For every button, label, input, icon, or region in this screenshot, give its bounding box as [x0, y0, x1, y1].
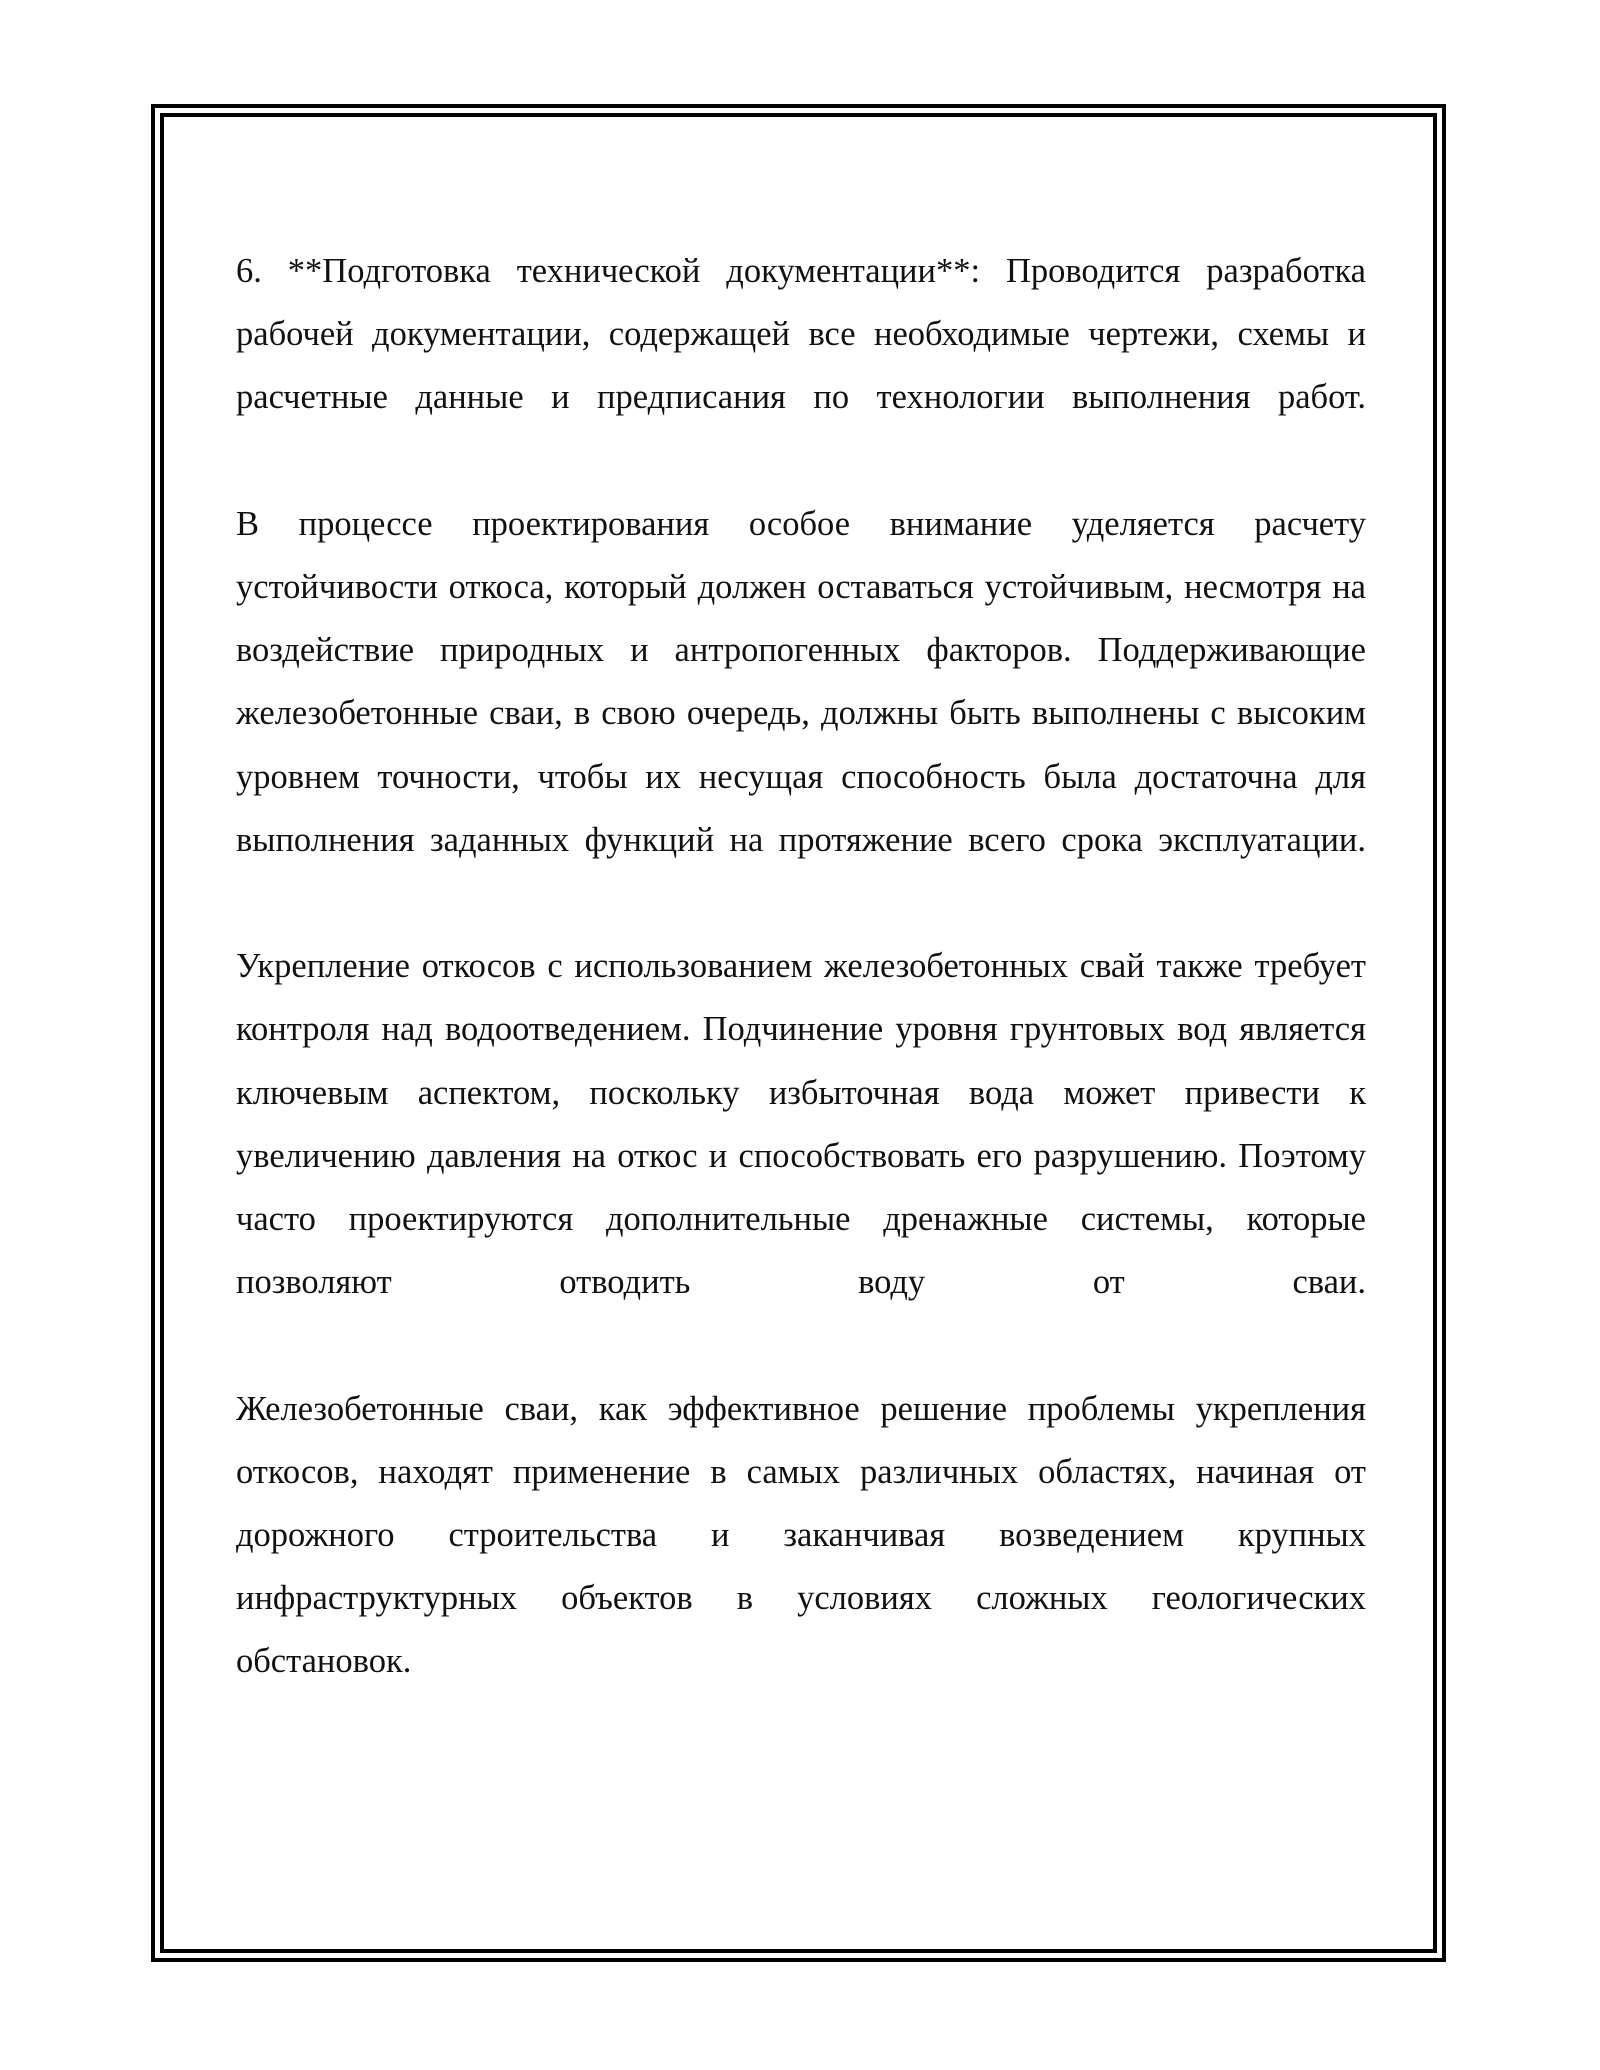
paragraph-slope-stability: В процессе проектирования особое внимание уделяется расчету устойчивости откоса, который должен оставаться устойчивым, несмотря на воздействие природных и антропогенных факторов. Поддерживающие железобетонные сваи, в свою очередь, должны быть выполнены с высоким уровнем точности, чтобы их несущая способность была достаточна для выполнения заданных функций на протяжение всего срока эксплуатации. — [236, 504, 1366, 859]
paragraph-drainage: Укрепление откосов с использованием железобетонных свай также требует контроля над водоотведением. Подчинение уровня грунтовых вод является ключевым аспектом, поскольку избыточная вода может привести к увеличению давления на откос и способствовать его разрушению. Поэтому часто проектируются дополнительные дренажные системы, которые позволяют отводить воду от сваи. — [236, 947, 1366, 1302]
document-body — [236, 240, 1366, 1757]
paragraph-applications: Железобетонные сваи, как эффективное решение проблемы укрепления откосов, находят применение в самых различных областях, начиная от дорожного строительства и заканчивая возведением крупных инфраструктурных объектов в условиях сложных геологических обстановок. — [236, 1389, 1366, 1681]
paragraph-technical-documentation: 6. **Подготовка технической документации**: Проводится разработка рабочей документации, содержащей все необходимые чертежи, схемы и расчетные данные и предписания по технологии выполнения работ. — [236, 252, 1366, 417]
